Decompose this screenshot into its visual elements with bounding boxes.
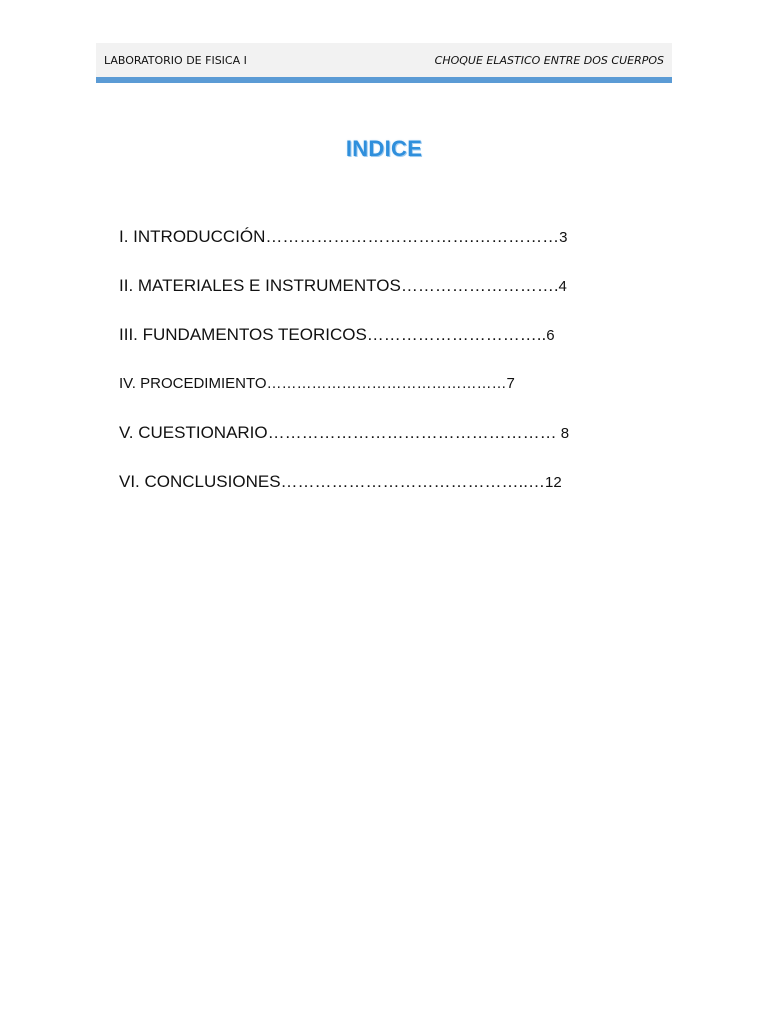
toc-entry-label: II. MATERIALES E INSTRUMENTOS <box>119 276 401 295</box>
toc-entry-label: I. INTRODUCCIÓN <box>119 227 266 246</box>
toc-entry-page: 4 <box>558 278 567 295</box>
toc-entry-leader: ………………………. <box>400 276 559 295</box>
table-of-contents <box>119 225 619 519</box>
toc-entry-conclusiones <box>119 470 619 519</box>
toc-entry-procedimiento <box>119 372 619 421</box>
toc-entry-label: V. CUESTIONARIO <box>119 423 268 442</box>
toc-entry-page: 6 <box>546 327 555 344</box>
header-divider <box>96 77 672 83</box>
toc-entry-materiales <box>119 274 619 323</box>
toc-entry-leader: …………………………………………… <box>267 423 557 442</box>
page-title: INDICE <box>345 136 423 161</box>
toc-entry-leader: ………………………….. <box>366 325 547 344</box>
page-header <box>96 43 672 77</box>
toc-entry-leader: ……………………………….…………… <box>265 227 560 246</box>
toc-entry-page: 8 <box>556 425 570 442</box>
toc-entry-cuestionario <box>119 421 619 470</box>
toc-entry-leader: ……………………………………..… <box>280 472 545 491</box>
toc-entry-label: VI. CONCLUSIONES <box>119 472 281 491</box>
header-report-title: CHOQUE ELASTICO ENTRE DOS CUERPOS <box>434 53 664 67</box>
toc-entry-label: III. FUNDAMENTOS TEORICOS <box>119 325 367 344</box>
header-course-title: LABORATORIO DE FISICA I <box>104 53 247 67</box>
toc-entry-fundamentos <box>119 323 619 372</box>
toc-entry-label: IV. PROCEDIMIENTO <box>119 375 267 392</box>
toc-entry-introduccion <box>119 225 619 274</box>
toc-entry-leader: ………………………………………… <box>266 375 507 392</box>
toc-entry-page: 7 <box>506 375 515 392</box>
toc-entry-page: 12 <box>545 474 562 491</box>
toc-entry-page: 3 <box>559 229 568 246</box>
